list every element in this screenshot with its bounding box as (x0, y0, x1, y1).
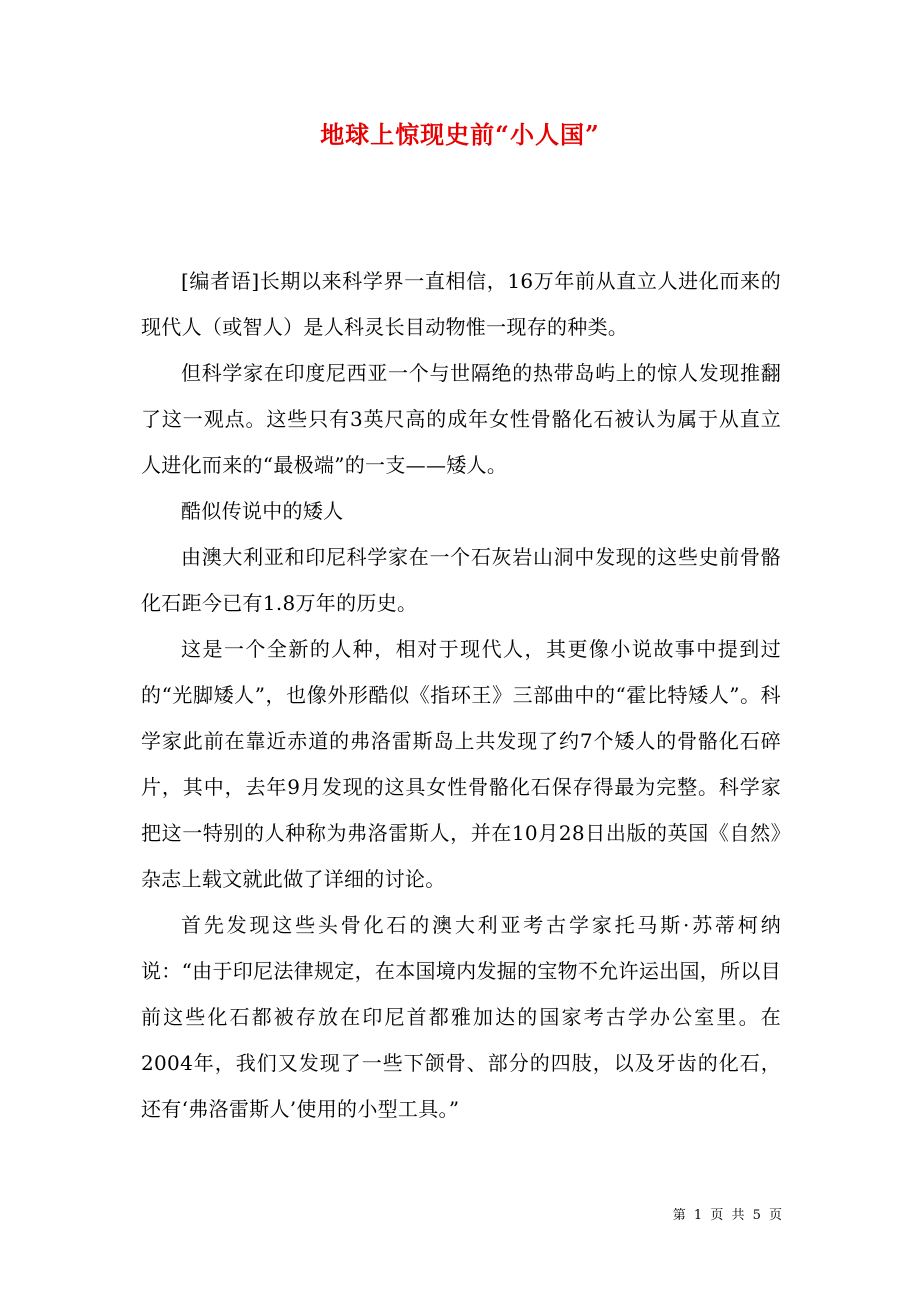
paragraph-discovery: 但科学家在印度尼西亚一个与世隔绝的热带岛屿上的惊人发现推翻了这一观点。这些只有3英尺高的成年女性骨骼化石被认为属于从直立人进化而来的“最极端”的一支——矮人。 (141, 361, 781, 477)
paragraph-editor-note: [编者语]长期以来科学界一直相信，16万年前从直立人进化而来的现代人（或智人）是人科灵长目动物惟一现存的种类。 (141, 269, 781, 339)
paragraph-quote: 首先发现这些头骨化石的澳大利亚考古学家托马斯·苏蒂柯纳说：“由于印尼法律规定，在本国境内发掘的宝物不允许运出国，所以目前这些化石都被存放在印尼首都雅加达的国家考古学办公室里。在2004年，我们又发现了一些下颌骨、部分的四肢，以及牙齿的化石，还有‘弗洛雷斯人’使用的小型工具。” (141, 913, 781, 1121)
paragraph-new-species: 这是一个全新的人种，相对于现代人，其更像小说故事中提到过的“光脚矮人”，也像外形酷似《指环王》三部曲中的“霍比特矮人”。科学家此前在靠近赤道的弗洛雷斯岛上共发现了约7个矮人的骨骼化石碎片，其中，去年9月发现的这具女性骨骼化石保存得最为完整。科学家把这一特别的人种称为弗洛雷斯人，并在10月28日出版的英国《自然》杂志上载文就此做了详细的讨论。 (141, 637, 781, 891)
document-body (141, 258, 781, 1132)
section-heading: 酷似传说中的矮人 (181, 499, 344, 523)
document-title: 地球上惊现史前“小人国” (320, 120, 600, 149)
page-number: 第 1 页 共 5 页 (672, 1208, 782, 1223)
paragraph-fossil-age: 由澳大利亚和印尼科学家在一个石灰岩山洞中发现的这些史前骨骼化石距今已有1.8万年的历史。 (141, 545, 781, 615)
